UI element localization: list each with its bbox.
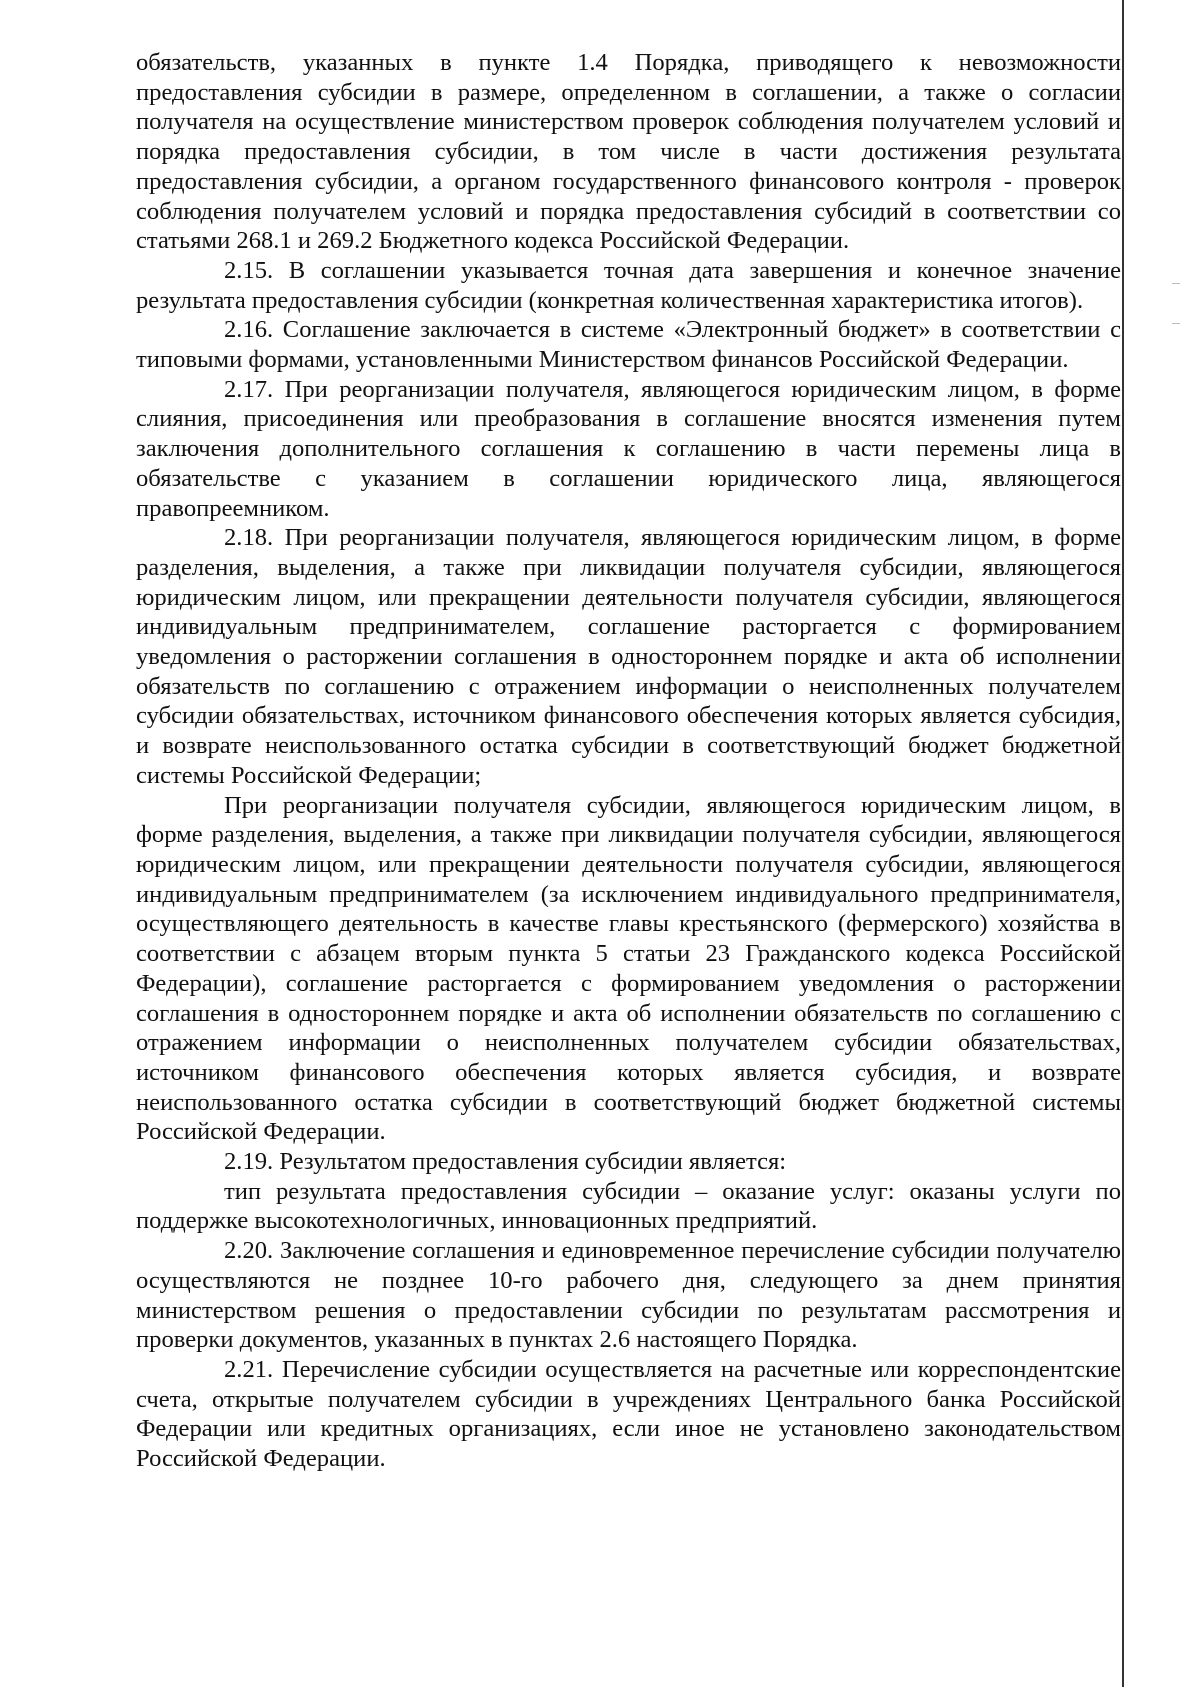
paragraph-2-17: 2.17. При реорганизации получателя, являющегося юридическим лицом, в форме слияния, присоединения или преобразования в соглашение вносятся изменения путем заключения дополнительного соглашения к соглашению в части перемены лица в обязательстве с указанием в соглашении юридического лица, являющегося правопреемником. [136,375,1121,522]
margin-mark [1172,283,1180,284]
paragraph-2-19-result-type: тип результата предоставления субсидии – оказание услуг: оказаны услуги по поддержке высокотехнологичных, инновационных предприятий. [136,1177,1121,1235]
paragraph-2-15: 2.15. В соглашении указывается точная дата завершения и конечное значение результата предоставления субсидии (конкретная количественная характеристика итогов). [136,256,1121,314]
paragraph-2-18-second: При реорганизации получателя субсидии, являющегося юридическим лицом, в форме разделения, выделения, а также при ликвидации получателя субсидии, являющегося юридическим лицом, или прекращении деятельности получателя субсидии, являющегося индивидуальным предпринимателем (за исключением индивидуального предпринимателя, осуществляющего деятельность в качестве главы крестьянского (фермерского) хозяйства в соответствии с абзацем вторым пункта 5 статьи 23 Гражданского кодекса Российской Федерации), соглашение расторгается с формированием уведомления о расторжении соглашения в одностороннем порядке и акта об исполнении обязательств по соглашению с отражением информации о неисполненных получателем субсидии обязательствах, источником финансового обеспечения которых является субсидия, и возврате неиспользованного остатка субсидии в соответствующий бюджет бюджетной системы Российской Федерации. [136,791,1121,1146]
paragraph-continuation: обязательств, указанных в пункте 1.4 Порядка, приводящего к невозможности предоставления субсидии в размере, определенном в соглашении, а также о согласии получателя на осуществление министерством проверок соблюдения получателем условий и порядка предоставления субсидии, в том числе в части достижения результата предоставления субсидии, а органом государственного финансового контроля - проверок соблюдения получателем условий и порядка предоставления субсидий в соответствии со статьями 268.1 и 269.2 Бюджетного кодекса Российской Федерации. [136,49,1121,255]
paragraph-2-21: 2.21. Перечисление субсидии осуществляется на расчетные или корреспондентские счета, открытые получателем субсидии в учреждениях Центрального банка Российской Федерации или кредитных организациях, если иное не установлено законодательством Российской Федерации. [136,1355,1121,1473]
margin-mark [1172,323,1180,324]
paragraph-2-20: 2.20. Заключение соглашения и единовременное перечисление субсидии получателю осуществляются не позднее 10-го рабочего дня, следующего за днем принятия министерством решения о предоставлении субсидии по результатам рассмотрения и проверки документов, указанных в пунктах 2.6 настоящего Порядка. [136,1237,1121,1354]
scan-edge-line [1122,0,1124,1687]
paragraph-2-16: 2.16. Соглашение заключается в системе «Электронный бюджет» в соответствии с типовыми формами, установленными Министерством финансов Российской Федерации. [136,316,1121,374]
document-body [136,48,1121,1474]
paragraph-2-19: 2.19. Результатом предоставления субсидии является: [224,1148,787,1176]
paragraph-2-18: 2.18. При реорганизации получателя, являющегося юридическим лицом, в форме разделения, выделения, а также при ликвидации получателя субсидии, являющегося юридическим лицом, или прекращении деятельности получателя субсидии, являющегося индивидуальным предпринимателем, соглашение расторгается с формированием уведомления о расторжении соглашения в одностороннем порядке и акта об исполнении обязательств по соглашению с отражением информации о неисполненных получателем субсидии обязательствах, источником финансового обеспечения которых является субсидия, и возврате неиспользованного остатка субсидии в соответствующий бюджет бюджетной системы Российской Федерации; [136,524,1121,789]
